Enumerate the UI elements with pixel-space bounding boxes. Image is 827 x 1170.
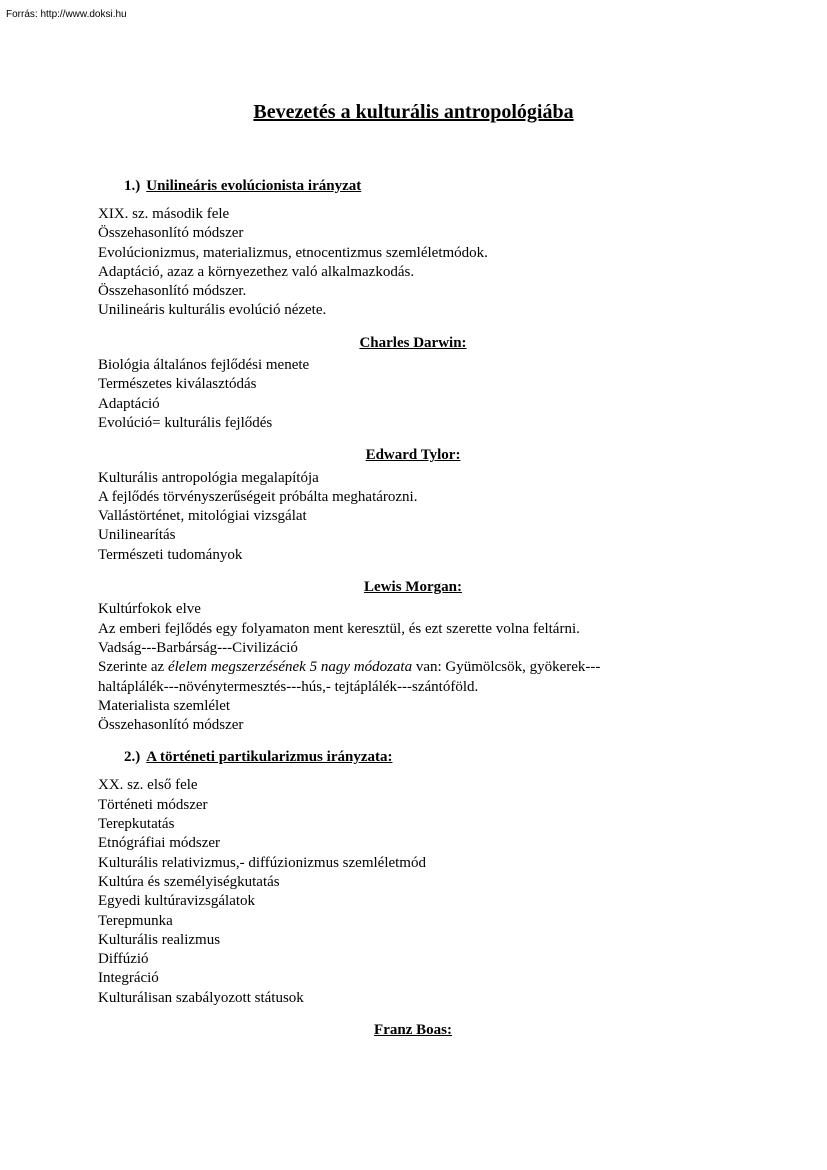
section-1-list <box>98 205 718 321</box>
list-item: Kulturális antropológia megalapítója <box>98 469 319 486</box>
list-item: Kultúrfokok elve <box>98 601 201 618</box>
list-item: Összehasonlító módszer. <box>98 283 247 300</box>
list-item: Egyedi kultúravizsgálatok <box>98 893 256 910</box>
list-item: Integráció <box>98 970 159 987</box>
person-heading-tylor: Edward Tylor: <box>365 447 461 464</box>
list-item: Unilineáris kulturális evolúció nézete. <box>98 302 327 319</box>
list-item: Materialista szemlélet <box>98 697 231 714</box>
list-item: Unilinearítás <box>98 527 176 544</box>
section-1-heading <box>124 177 718 196</box>
list-item <box>98 658 718 677</box>
darwin-list <box>98 356 718 433</box>
list-item: Vallástörténet, mitológiai vizsgálat <box>98 508 307 525</box>
list-item: Diffúzió <box>98 951 149 968</box>
morgan-line4-end: van: Gyümölcsök, gyökerek--- <box>412 659 601 676</box>
list-item: Történeti módszer <box>98 796 208 813</box>
section-2-number: 2.) <box>124 749 141 766</box>
list-item: Kulturálisan szabályozott státusok <box>98 989 304 1006</box>
section-2-heading <box>124 748 718 767</box>
list-item: XIX. sz. második fele <box>98 206 230 222</box>
list-item: Az emberi fejlődés egy folyamaton ment keresztül, és ezt szerette volna feltárni. <box>98 620 580 637</box>
list-item: Kulturális relativizmus,- diffúzionizmus szemléletmód <box>98 854 426 871</box>
section-1-title: Unilineáris evolúcionista irányzat <box>146 178 362 194</box>
section-2-list <box>98 776 718 1008</box>
tylor-list <box>98 469 718 565</box>
morgan-line4-start: Szerinte az <box>98 659 168 676</box>
list-item: Természeti tudományok <box>98 546 243 563</box>
list-item: haltáplálék---növénytermesztés---hús,- tejtáplálék---szántóföld. <box>98 678 479 695</box>
person-heading-darwin: Charles Darwin: <box>359 334 467 351</box>
list-item: Adaptáció <box>98 395 160 412</box>
section-2-title: A történeti partikularizmus irányzata: <box>146 749 393 766</box>
morgan-list <box>98 600 718 735</box>
list-item: A fejlődés törvényszerűségeit próbálta meghatározni. <box>98 488 418 505</box>
person-heading-morgan: Lewis Morgan: <box>364 579 462 596</box>
list-item: Természetes kiválasztódás <box>98 376 257 393</box>
document-body <box>98 177 718 1043</box>
list-item: Kulturális realizmus <box>98 931 221 948</box>
page-title: Bevezetés a kulturális antropológiába <box>253 101 574 123</box>
list-item: Vadság---Barbárság---Civilizáció <box>98 639 298 656</box>
list-item: Biológia általános fejlődési menete <box>98 357 310 374</box>
list-item: XX. sz. első fele <box>98 777 198 794</box>
list-item: Evolúció= kulturális fejlődés <box>98 414 273 431</box>
list-item: Összehasonlító módszer <box>98 225 244 242</box>
person-heading-boas: Franz Boas: <box>374 1021 452 1038</box>
list-item: Összehasonlító módszer <box>98 717 244 734</box>
source-note: Forrás: http://www.doksi.hu <box>6 9 127 20</box>
section-1-number: 1.) <box>124 178 141 194</box>
list-item: Terepmunka <box>98 912 173 929</box>
list-item: Evolúcionizmus, materializmus, etnocentizmus szemléletmódok. <box>98 244 488 261</box>
list-item: Etnógráfiai módszer <box>98 835 221 852</box>
morgan-line4-emphasis: élelem megszerzésének 5 nagy módozata <box>167 659 413 676</box>
list-item: Terepkutatás <box>98 816 175 833</box>
list-item: Adaptáció, azaz a környezethez való alkalmazkodás. <box>98 263 415 280</box>
list-item: Kultúra és személyiségkutatás <box>98 873 280 890</box>
